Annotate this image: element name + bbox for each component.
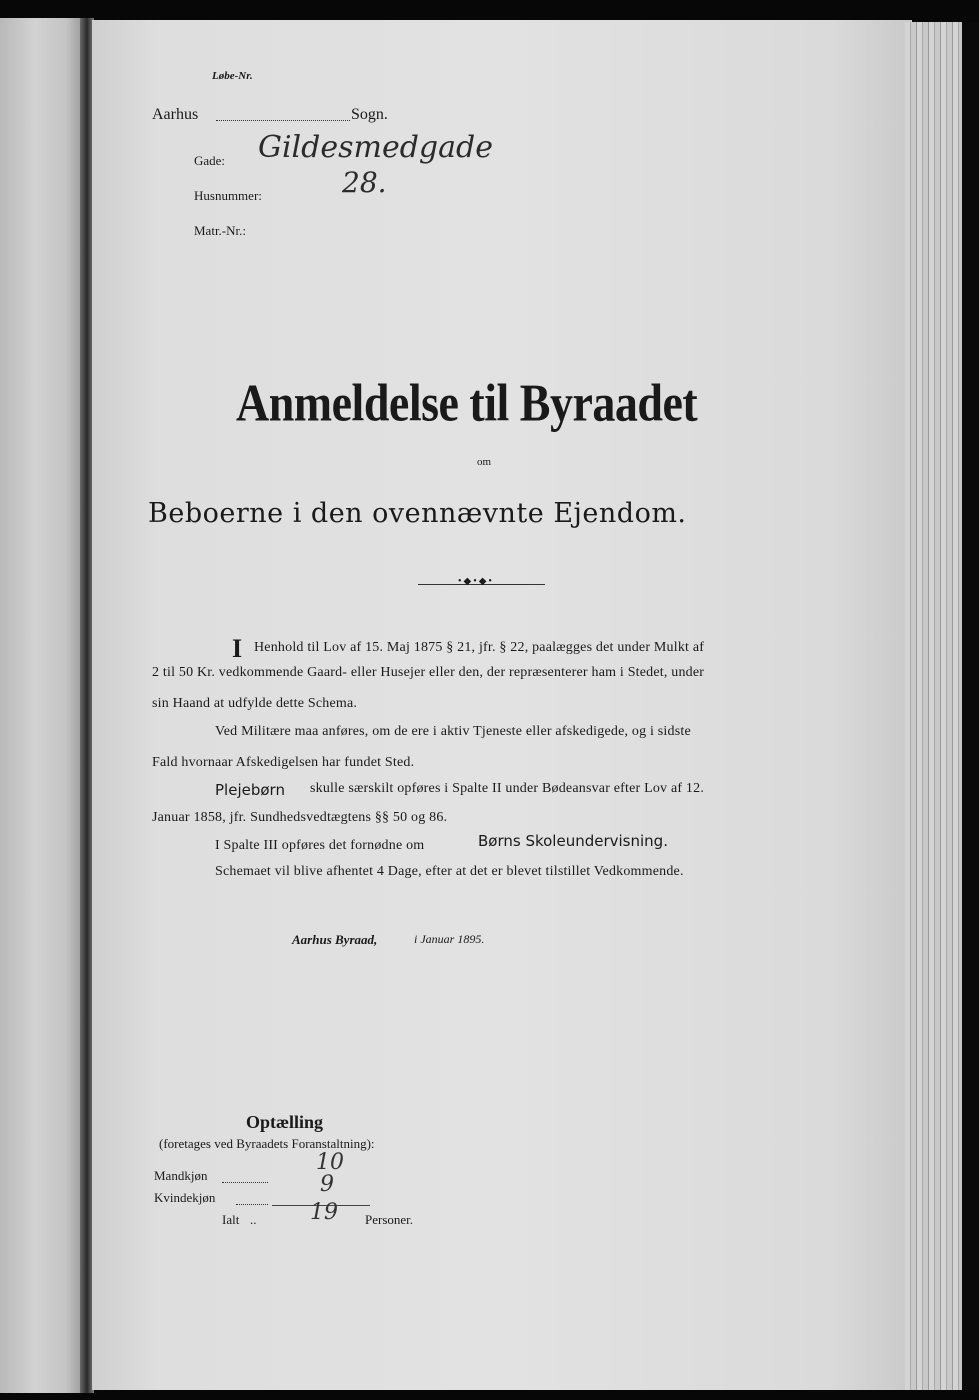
parish-suffix: Sogn. (351, 106, 388, 123)
parish-prefix: Aarhus (152, 106, 199, 123)
body-paragraph-4-start: I Spalte III opføres det fornødne om (215, 838, 425, 853)
female-label: Kvindekjøn (154, 1190, 216, 1205)
matr-nr-label: Matr.-Nr.: (194, 223, 246, 238)
body-paragraph-2-line-2: Fald hvornaar Afskedigelsen har fundet Sted. (152, 755, 415, 770)
count-title: Optælling (246, 1112, 324, 1132)
body-emphasis-skoleundervisning: Børns Skoleundervisning. (478, 832, 668, 850)
total-count-value: 19 (310, 1200, 338, 1225)
body-paragraph-2-line-1: Ved Militære maa anføres, om de ere i aktiv Tjeneste eller afskedigede, og i sidste (215, 724, 691, 739)
document-subtitle: Beboerne i den ovennævnte Ejendom. (148, 498, 687, 529)
body-paragraph-1-line-1: Henhold til Lov af 15. Maj 1875 § 21, jfr. § 22, paalægges det under Mulkt af (254, 640, 705, 655)
left-page-edge (0, 18, 88, 1393)
husnummer-handwritten-value: 28. (342, 166, 387, 199)
gade-label: Gade: (194, 153, 226, 168)
body-paragraph-5: Schemaet vil blive afhentet 4 Dage, efter at det er blevet tilstillet Vedkommende. (215, 864, 684, 879)
ornament-dots: •◆•◆• (458, 576, 494, 587)
lobe-nr-label: Løbe-Nr. (212, 70, 253, 82)
gade-handwritten-value: Gildesmedgade (258, 130, 493, 165)
count-subtitle: (foretages ved Byraadets Foranstaltning): (159, 1136, 375, 1151)
male-count-value: 10 (316, 1150, 344, 1175)
body-paragraph-3-line-2: Januar 1858, jfr. Sundhedsvedtægtens §§ 50 og 86. (152, 810, 448, 825)
body-paragraph-3-line-1: skulle særskilt opføres i Spalte II under Bødeansvar efter Lov af 12. (310, 781, 705, 796)
body-paragraph-1-line-3: sin Haand at udfylde dette Schema. (152, 696, 358, 711)
right-shadow (962, 22, 979, 1390)
title-connector: om (477, 456, 492, 468)
body-paragraph-1-line-2: 2 til 50 Kr. vedkommende Gaard- eller Husejer eller den, der repræsenterer ham i Stedet, under (152, 665, 705, 680)
husnummer-label: Husnummer: (194, 188, 262, 203)
document-title: Anmeldelse til Byraadet (236, 373, 698, 432)
signature-place: Aarhus Byraad, (292, 932, 378, 947)
body-dropcap: I (232, 634, 243, 663)
signature-date: i Januar 1895. (414, 932, 485, 946)
persons-label: Personer. (365, 1212, 414, 1227)
parish-dotted-line (216, 120, 350, 121)
total-dots: .. (250, 1212, 257, 1227)
male-label: Mandkjøn (154, 1168, 208, 1183)
female-count-value: 9 (320, 1172, 334, 1197)
body-emphasis-plejeborn: Plejebørn (215, 781, 285, 799)
male-dotted-line (222, 1182, 268, 1183)
total-label: Ialt (222, 1212, 240, 1227)
female-dotted-line (236, 1204, 268, 1205)
page-stack-edges (905, 22, 967, 1390)
